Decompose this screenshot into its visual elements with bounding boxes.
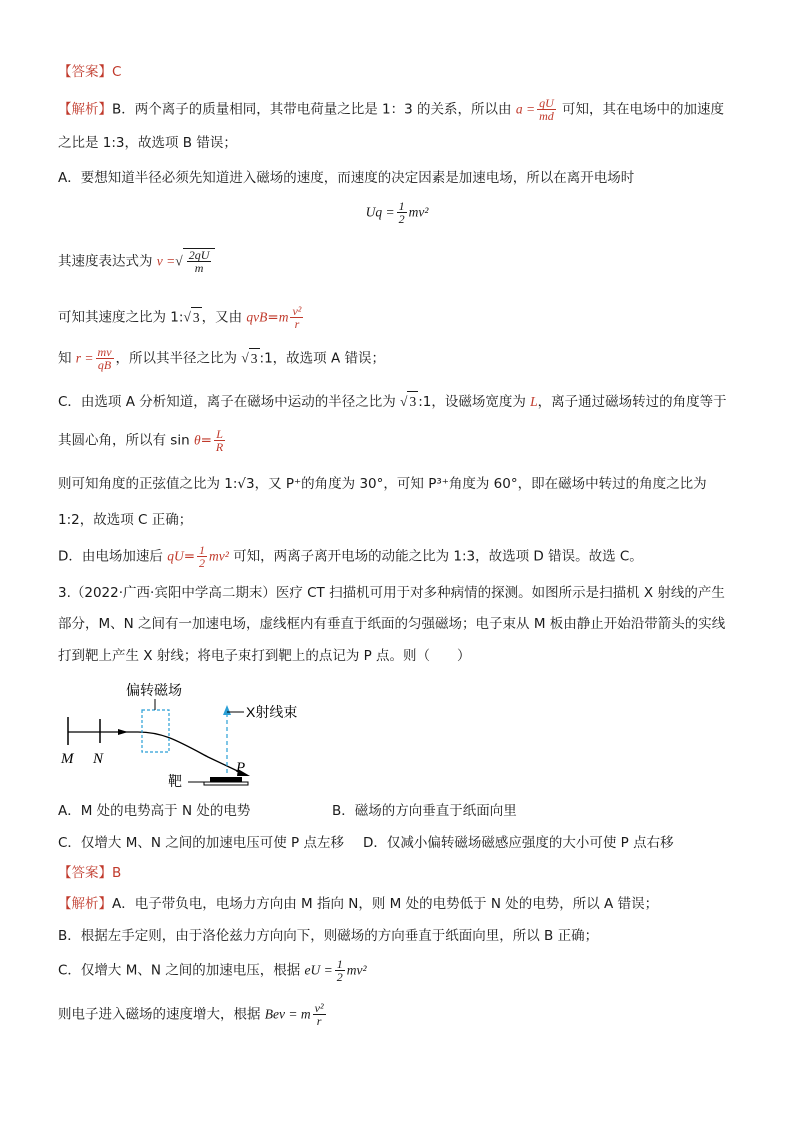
fraction: $\frac{1}{2}$ <box>398 199 405 226</box>
option-A: A．M 处的电势高于 N 处的电势 <box>58 803 251 819</box>
label-magnet: 偏转磁场 <box>126 682 182 698</box>
fraction: $\frac{\text{v²}}{r}$ <box>314 1001 324 1028</box>
beam-arrow <box>118 729 128 735</box>
analysis-line-8: 其圆心角，所以有 sin θ= $\frac{L}{R}$ <box>58 427 224 454</box>
analysis-line-3: A．要想知道半径必须先知道进入磁场的速度，而速度的决定因素是加速电场，所以在离开电场时 <box>58 170 635 186</box>
label-N: N <box>93 751 104 767</box>
question-line-3: 打到靶上产生 X 射线；将电子束打到靶上的点记为 P 点。则（ ） <box>58 648 471 664</box>
fraction: $\frac{L}{R}$ <box>215 427 224 454</box>
analysis-line-7: C．由选项 A 分析知道，离子在磁场中运动的半径之比为 √ 3 :1，设磁场宽度为 L，离子通过磁场转过的角度等于 <box>58 391 727 412</box>
option-D: D．仅减小偏转磁场磁感应强度的大小可使 P 点右移 <box>363 835 674 851</box>
analysis-line-9: 则可知角度的正弦值之比为 1:√3，又 P⁺的角度为 30°，可知 P³⁺角度为 60°，即在磁场中转过的角度之比为 <box>58 476 707 492</box>
equation-1: Uq = $\frac{1}{2}$ mv² <box>365 199 429 226</box>
analysis-line-2: 之比是 1:3，故选项 B 错误； <box>58 135 237 151</box>
label-target: 靶 <box>168 773 182 789</box>
fraction: $\frac{1}{2}$ <box>336 957 343 984</box>
label-M: M <box>61 751 74 767</box>
magnetic-field-box <box>142 710 169 752</box>
answer-label-2: 【答案】B <box>58 865 122 881</box>
target-base <box>204 782 248 785</box>
analysis-line-4: 其速度表达式为 v =√ $\frac{2qU}{m}$ <box>58 248 215 274</box>
text: 可知，其在电场中的加速度 <box>557 101 725 118</box>
analysis-line-5: 可知其速度之比为 1:√ 3 ，又由 qvB=m $\frac{\text{v²}}{r}$ <box>58 304 302 331</box>
fraction: $\frac{2qU}{m}$ <box>188 248 210 275</box>
fraction: $\frac{mv}{qB}$ <box>97 345 112 372</box>
analysis2-line-3: C．仅增大 M、N 之间的加速电压，根据 eU = $\frac{1}{2}$ mv² <box>58 957 367 984</box>
analysis-line-11: D．由电场加速后 qU= $\frac{1}{2}$ mv² 可知，两离子离开电场的动能之比为 1:3，故选项 D 错误。故选 C。 <box>58 543 643 570</box>
analysis-tag: 【解析】 <box>58 101 112 118</box>
analysis2-line-2: B．根据左手定则，由于洛伦兹力方向向下，则磁场的方向垂直于纸面向里，所以 B 正确； <box>58 928 599 944</box>
option-C: C．仅增大 M、N 之间的加速电压可使 P 点左移 <box>58 835 344 851</box>
analysis-line-10: 1:2，故选项 C 正确； <box>58 512 193 528</box>
analysis2-line-4: 则电子进入磁场的速度增大，根据 Bev = m $\frac{\text{v²}}{r}$ <box>58 1001 324 1028</box>
xray-diagram <box>58 675 348 795</box>
formula: a = <box>515 101 536 117</box>
label-P: P <box>236 760 246 776</box>
fraction: $\frac{1}{2}$ <box>199 543 205 570</box>
label-xray: X射线束 <box>246 704 298 720</box>
fraction: $\frac{\text{v²}}{r}$ <box>292 304 302 331</box>
question-line-2: 部分，M、N 之间有一加速电场，虚线框内有垂直于纸面的匀强磁场；电子束从 M 板由静止开始沿带箭头的实线 <box>58 616 726 632</box>
analysis-line-6: 知 r = $\frac{mv}{qB}$ ，所以其半径之比为 √ 3 :1，故选项 A 错误； <box>58 345 385 372</box>
analysis2-line-1: 【解析】A．电子带负电，电场力方向由 M 指向 N，则 M 处的电势低于 N 处的电势，所以 A 错误； <box>58 896 659 912</box>
option-B: B．磁场的方向垂直于纸面向里 <box>332 803 517 819</box>
question-line-1: 3.（2022·广西·宾阳中学高二期末）医疗 CT 扫描机可用于对多种病情的探测。如图所示是扫描机 X 射线的产生 <box>58 585 725 601</box>
analysis-line-1 <box>58 97 724 122</box>
xray-arrow <box>223 705 231 715</box>
answer-label: 【答案】C <box>58 64 122 80</box>
fraction: $\frac{qU}{md}$ <box>539 96 554 123</box>
text: B．两个离子的质量相同，其带电荷量之比是 1：3 的关系，所以由 <box>112 101 516 118</box>
